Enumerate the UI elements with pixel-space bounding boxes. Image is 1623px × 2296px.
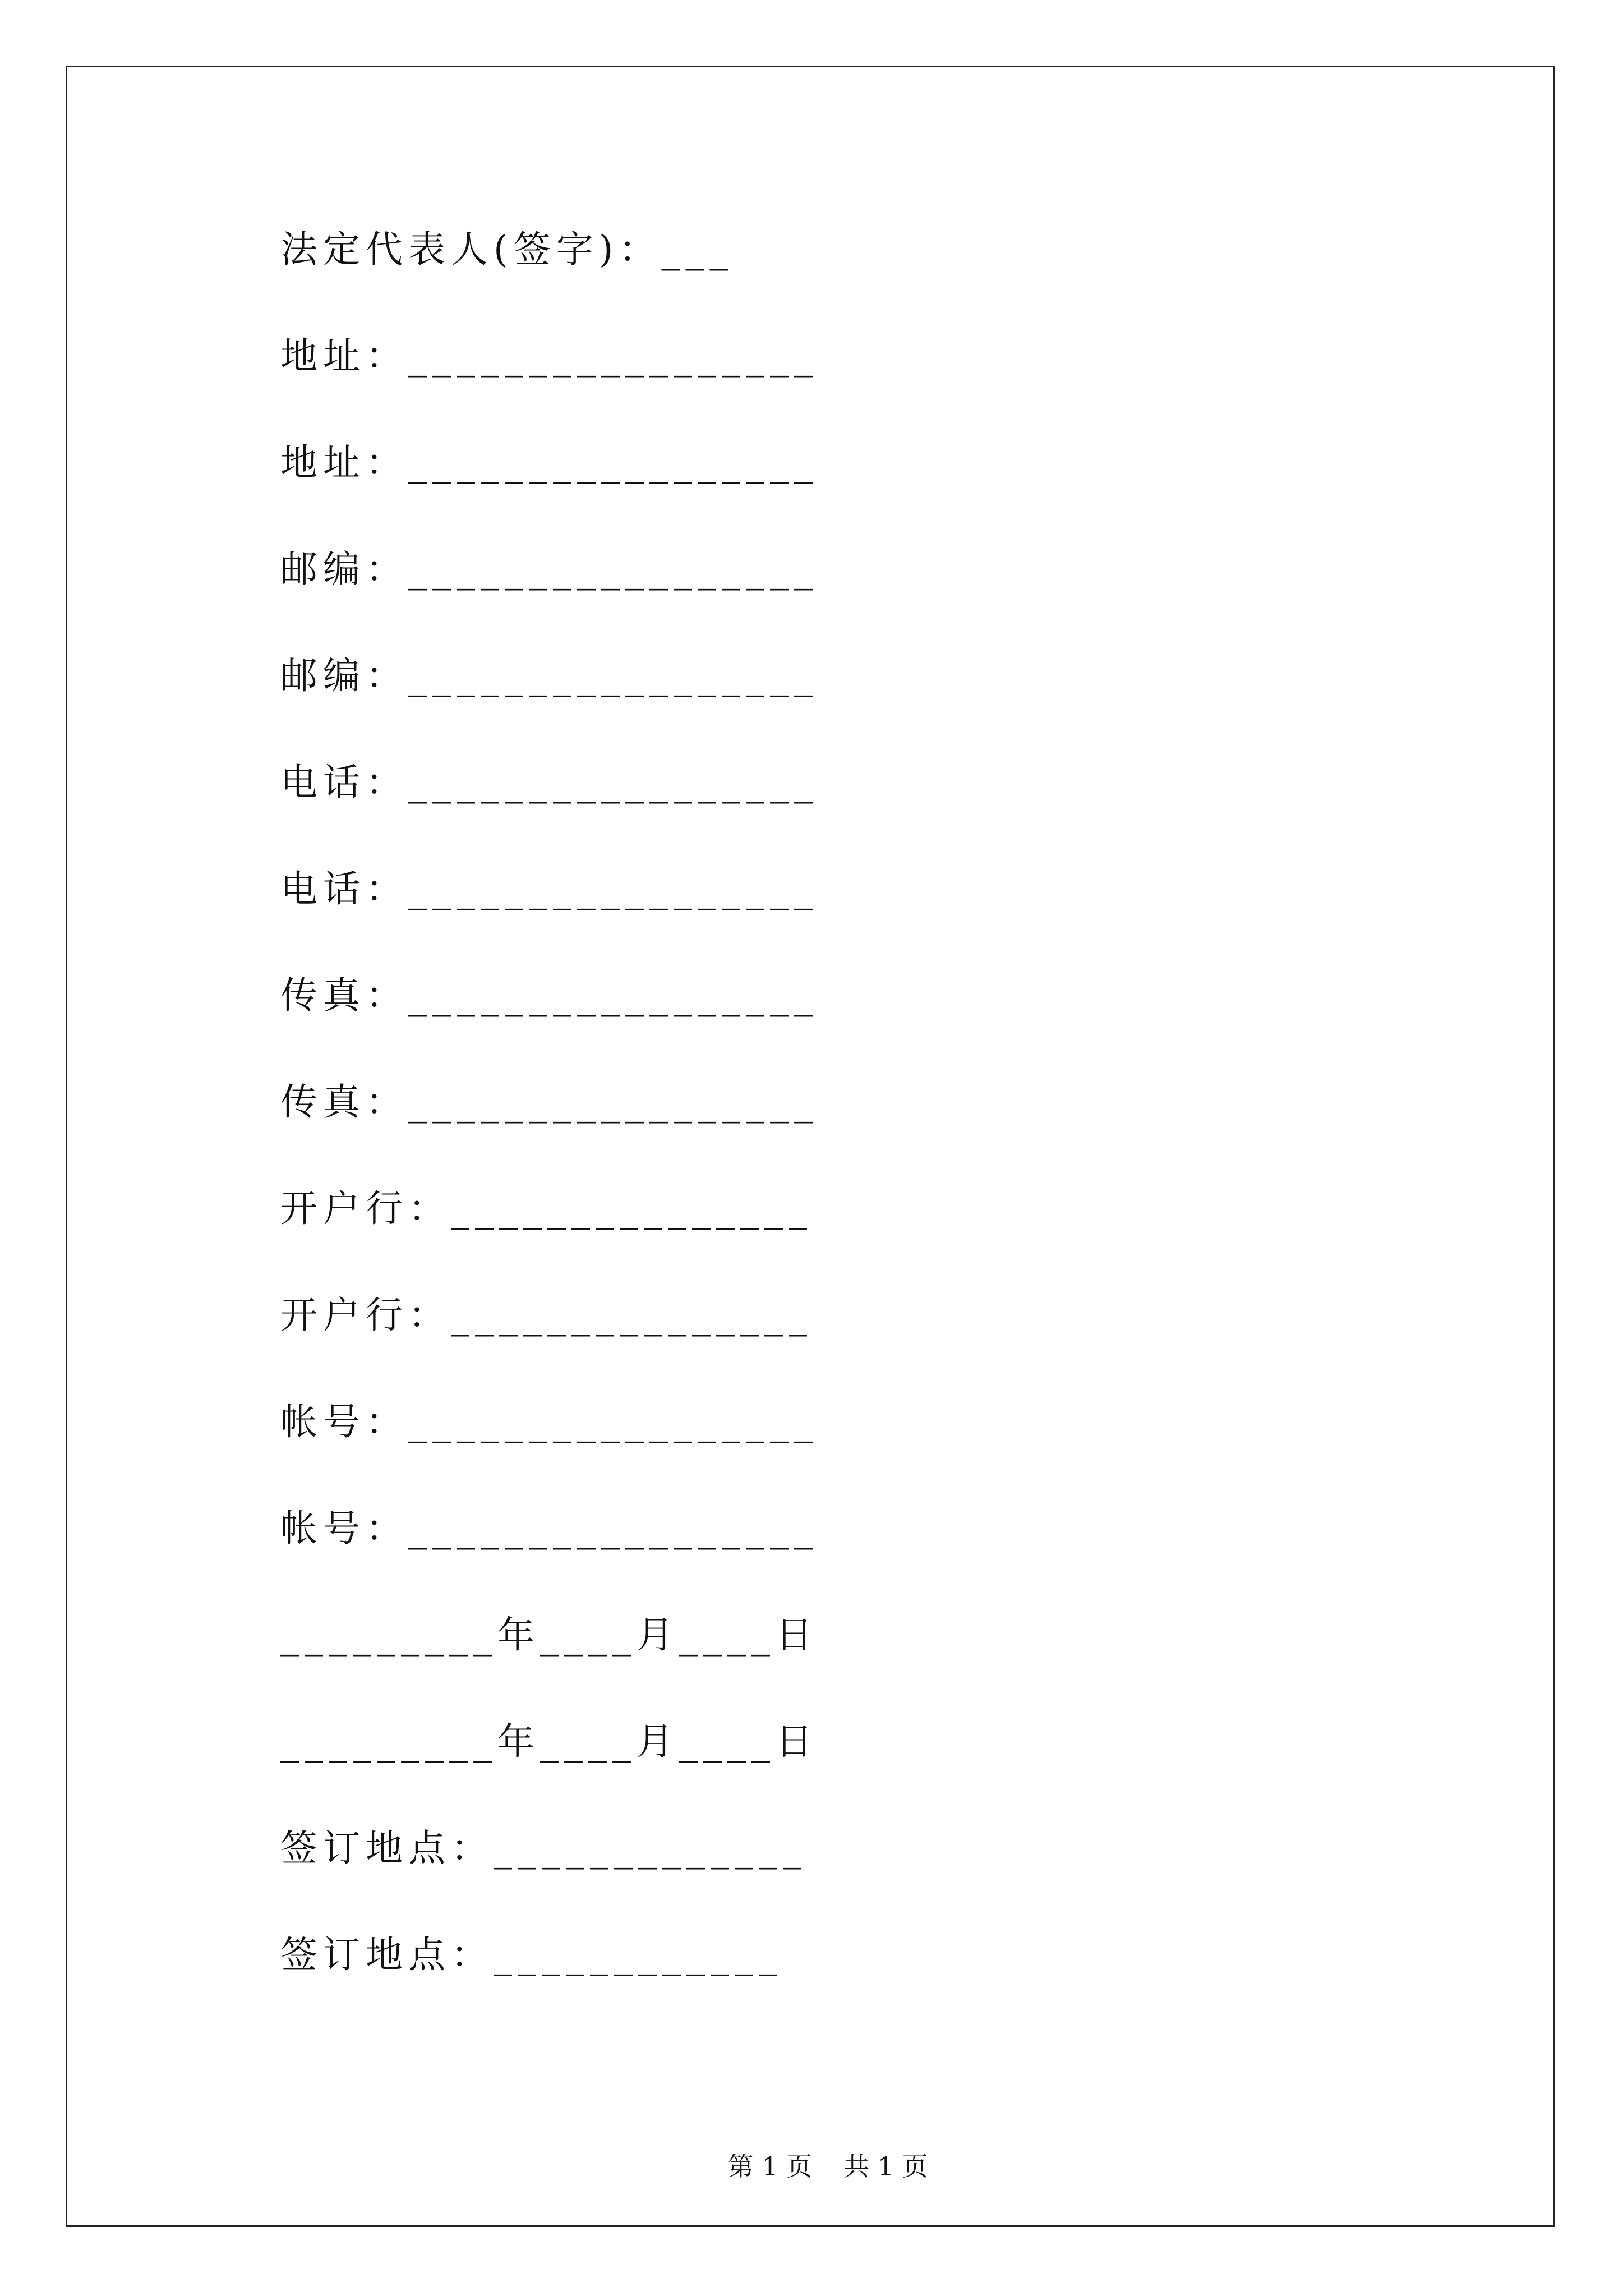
bank-line: 开户行：_______________ bbox=[280, 1294, 813, 1337]
fax-line: 传真：_________________ bbox=[280, 974, 818, 1017]
signing-place-line: 签订地点：____________ bbox=[280, 1933, 783, 1976]
account-number-line: 帐号：_________________ bbox=[280, 1400, 818, 1443]
page-number: 第 1 页 bbox=[727, 2151, 813, 2182]
address-line: 地址：_________________ bbox=[280, 441, 818, 484]
bank-line: 开户行：_______________ bbox=[280, 1187, 813, 1230]
legal-representative-signature-line: 法定代表人(签字)：___ bbox=[280, 228, 734, 271]
signing-place-line: 签订地点：_____________ bbox=[280, 1826, 807, 1870]
postcode-line: 邮编：_________________ bbox=[280, 547, 818, 591]
date-line: _________年____月____日 bbox=[280, 1720, 818, 1763]
postcode-line: 邮编：_________________ bbox=[280, 654, 818, 697]
phone-line: 电话：_________________ bbox=[280, 867, 818, 910]
fax-line: 传真：_________________ bbox=[280, 1080, 818, 1124]
date-line: _________年____月____日 bbox=[280, 1613, 818, 1657]
phone-line: 电话：_________________ bbox=[280, 761, 818, 804]
page-border bbox=[66, 66, 1555, 2227]
address-line: 地址：_________________ bbox=[280, 334, 818, 378]
account-number-line: 帐号：_________________ bbox=[280, 1507, 818, 1550]
page-footer bbox=[0, 2116, 1623, 2217]
page-total: 共 1 页 bbox=[843, 2151, 928, 2182]
